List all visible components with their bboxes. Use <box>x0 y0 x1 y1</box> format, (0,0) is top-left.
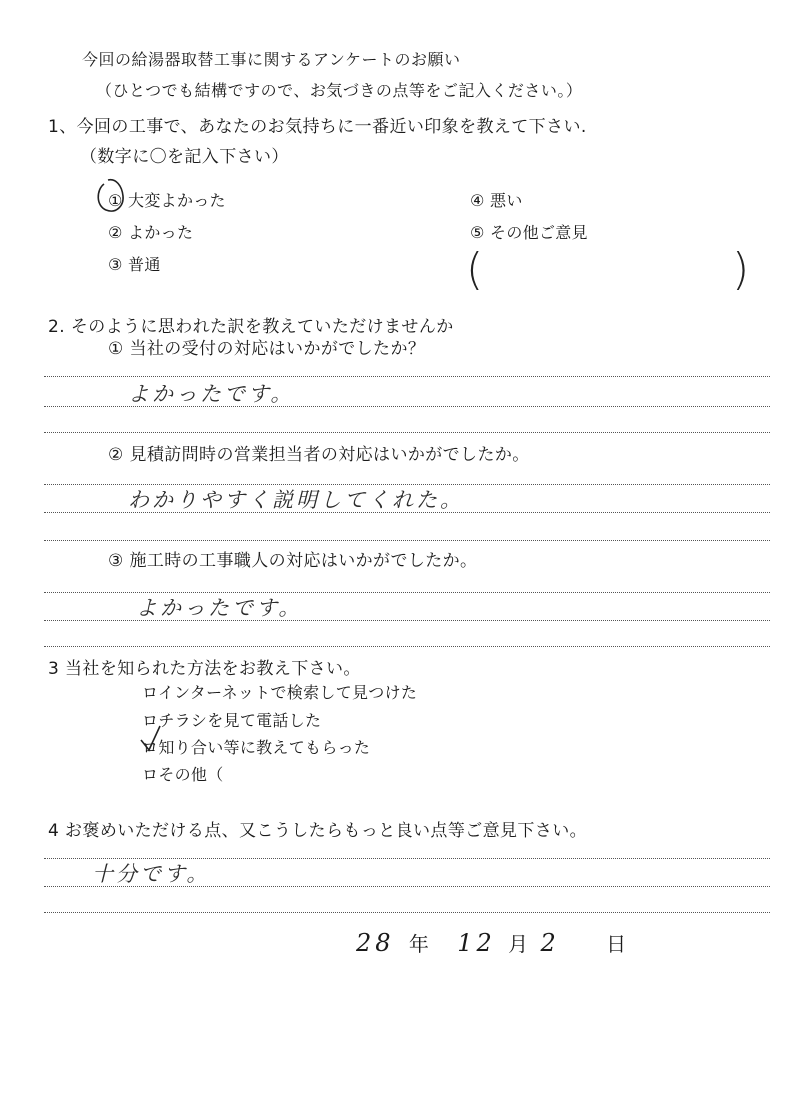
q2-question: 2. そのように思われた訳を教えていただけませんか <box>48 317 454 337</box>
option-label: 悪い <box>490 191 523 210</box>
form-title: 今回の給湯器取替工事に関するアンケートのお願い <box>82 50 461 69</box>
option-label: インターネットで検索して見つけた <box>157 683 418 702</box>
option-number: ② <box>108 223 123 242</box>
date-month-label: 月 <box>508 932 529 956</box>
selection-circle-mark <box>98 180 123 211</box>
date-year[interactable]: 28 <box>356 929 395 957</box>
q2-sub3-answer[interactable]: よかったです。 <box>136 596 303 620</box>
form-subtitle: （ひとつでも結構ですので、お気づきの点等をご記入ください。） <box>96 81 583 100</box>
q4-answer[interactable]: 十分です。 <box>92 862 211 886</box>
q2-sub1-answer[interactable]: よかったです。 <box>128 382 295 406</box>
option-label: チラシを見て電話した <box>158 711 322 730</box>
option-label: 大変よかった <box>128 191 226 210</box>
date-year-label: 年 <box>408 932 429 956</box>
option-number: ④ <box>470 191 485 210</box>
option-label: その他ご意見 <box>490 223 588 242</box>
q4-question: 4 お褒めいただける点、又こうしたらもっと良い点等ご意見下さい。 <box>48 821 588 841</box>
option-label: 知り合い等に教えてもらった <box>158 738 371 757</box>
q2-sub3-label: ③ 施工時の工事職人の対応はいかがでしたか。 <box>108 551 478 571</box>
other-close-paren: ) <box>732 244 750 295</box>
q1-instruction: （数字に〇を記入下さい） <box>80 147 289 167</box>
date-month[interactable]: 12 <box>457 929 496 957</box>
checkbox: ロ <box>142 738 159 757</box>
q2-sub2-label: ② 見積訪問時の営業担当者の対応はいかがでしたか。 <box>108 445 530 465</box>
q3-question: 3 当社を知られた方法をお教え下さい。 <box>48 659 361 679</box>
check-mark <box>141 726 160 750</box>
q1-question: 1、今回の工事で、あなたのお気持ちに一番近い印象を教えて下さい. <box>48 117 587 137</box>
option-label: その他（ <box>158 765 224 784</box>
q2-sub1-label: ① 当社の受付の対応はいかがでしたか？ <box>108 339 426 359</box>
option-number: ③ <box>108 255 123 274</box>
option-label: よかった <box>128 223 194 242</box>
checkbox: ロ <box>142 711 159 730</box>
option-number: ⑤ <box>470 223 485 242</box>
q2-sub2-answer[interactable]: わかりやすく説明してくれた。 <box>128 488 464 512</box>
date-day[interactable]: 2 <box>540 929 556 957</box>
checkbox: ロ <box>142 765 159 784</box>
option-number: ① <box>108 191 123 210</box>
option-label: 普通 <box>128 255 161 274</box>
date-day-label: 日 <box>606 932 627 956</box>
checkbox: ロ <box>142 683 158 702</box>
other-open-paren: ( <box>466 244 484 295</box>
